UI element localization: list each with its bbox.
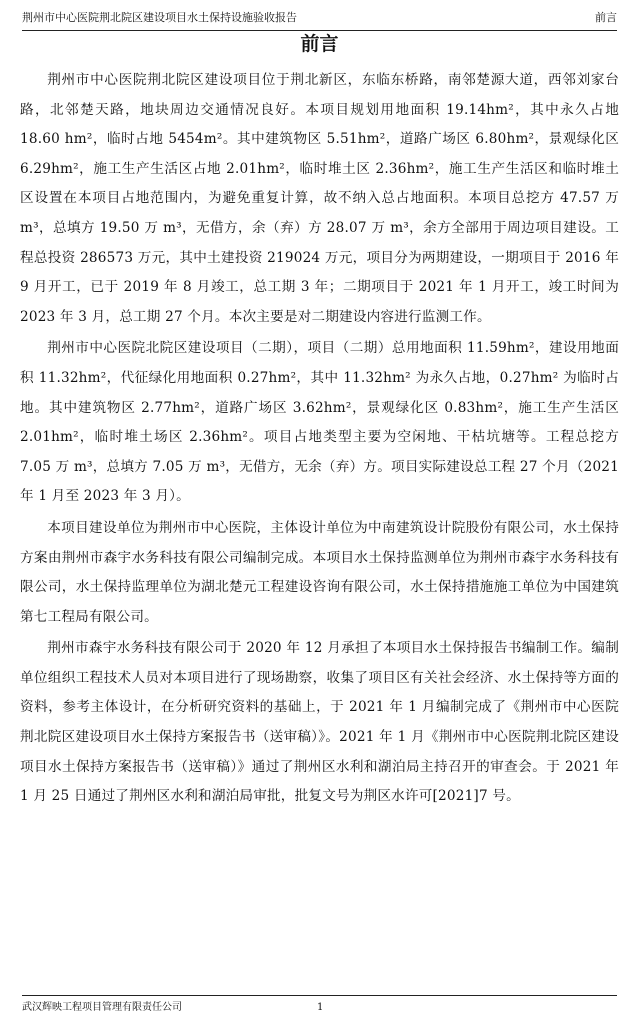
paragraph-participating-units: 本项目建设单位为荆州市中心医院，主体设计单位为中南建筑设计院股份有限公司，水土保持方案由荆州市森宇水务科技有限公司编制完成。本项目水土保持监测单位为荆州市森宇水务科技有限公司，水土保持监理单位为湖北楚元工程建设咨询有限公司，水土保持措施施工单位为中国建筑第七工程局有限公司。 [20,519,619,625]
page-footer [22,995,617,1018]
footer-company: 武汉辉映工程项目管理有限责任公司 [22,1002,182,1013]
paragraph-phase-two: 荆州市中心医院北院区建设项目（二期），项目（二期）总用地面积 11.59hm²，建设用地面积 11.32hm²，代征绿化用地面积 0.27hm²，其中 11.32hm² 为永久占地，0.27hm² 为临时占地。其中建筑物区 2.77hm²，道路广场区 3.62hm²，景观绿化区 0.83hm²，施工生产生活区 2.01hm²，临时堆土场区 2.36hm²。项目占地类型主要为空闲地、干枯坑塘等。工程总挖方 7.05 万 m³，总填方 7.05 万 m³，无借方，无余（弃）方。项目实际建设总工程 27 个月（2021 年 1 月至 2023 年 3 月）。 [20,340,619,505]
page-number: 1 [317,1002,324,1013]
paragraph-project-overview: 荆州市中心医院荆北院区建设项目位于荆北新区，东临东桥路，南邻楚源大道，西邻刘家台路，北邻楚天路，地块周边交通情况良好。本项目规划用地面积 19.14hm²，其中永久占地 18.60 hm²，临时占地 5454m²。其中建筑物区 5.51hm²，道路广场区 6.80hm²，景观绿化区 6.29hm²，施工生产生活区占地 2.01hm²，临时堆土区 2.36hm²，施工生产生活区和临时堆土区设置在本项目占地范围内，为避免重复计算，故不纳入总占地面积。本项目总挖方 47.57 万 m³，总填方 19.50 万 m³，无借方，余（弃）方 28.07 万 m³，余方全部用于周边项目建设。工程总投资 286573 万元，其中土建投资 219024 万元，项目分为两期建设，一期项目于 2016 年 9 月开工，已于 2019 年 8 月竣工，总工期 3 年；二期项目于 2021 年 1 月开工，竣工时间为 2023 年 3 月，总工期 27 个月。本次主要是对二期建设内容进行监测工作。 [20,72,619,325]
paragraph-report-preparation: 荆州市森宇水务科技有限公司于 2020 年 12 月承担了本项目水土保持报告书编制工作。编制单位组织工程技术人员对本项目进行了现场勘察，收集了项目区有关社会经济、水土保持等方面的资料，参考主体设计，在分析研究资料的基础上，于 2021 年 1 月编制完成了《荆州市中心医院荆北院区建设项目水土保持方案报告书（送审稿）》。2021 年 1 月《荆州市中心医院荆北院区建设项目水土保持方案报告书（送审稿）》通过了荆州区水利和湖泊局主持召开的审查会。于 2021 年 1 月 25 日通过了荆州区水利和湖泊局审批，批复文号为荆区水许可[2021]7 号。 [20,640,619,805]
header-document-title: 荆州市中心医院荆北院区建设项目水土保持设施验收报告 [22,11,297,24]
page-header [22,8,617,31]
document-body [20,66,619,814]
header-section-name: 前言 [595,11,617,24]
section-title: 前言 [300,33,339,55]
